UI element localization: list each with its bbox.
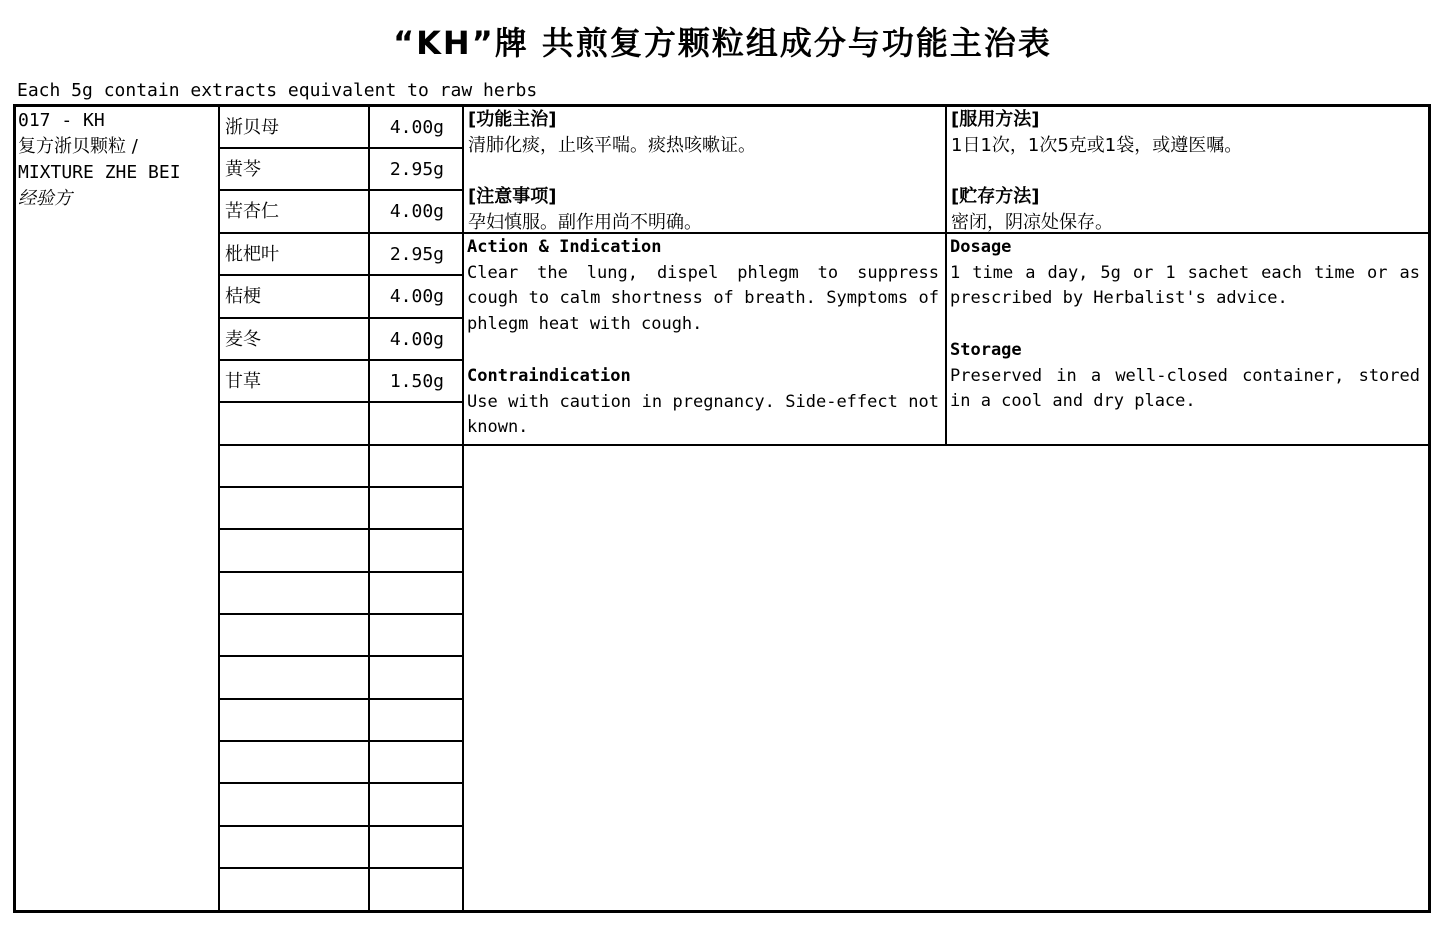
herb-quantity: 4.00g bbox=[389, 117, 444, 138]
herb-name: 黄芩 bbox=[225, 159, 261, 180]
column-divider bbox=[368, 106, 370, 911]
en-dosage-block bbox=[950, 235, 1420, 312]
row-divider bbox=[219, 782, 463, 784]
en-contra-heading: Contraindication bbox=[467, 366, 631, 386]
row-divider bbox=[219, 740, 463, 742]
herb-quantity: 1.50g bbox=[389, 371, 444, 392]
row-divider bbox=[219, 444, 463, 446]
herb-name: 浙贝母 bbox=[225, 117, 279, 138]
herb-quantity: 4.00g bbox=[389, 286, 444, 307]
herb-name: 苦杏仁 bbox=[225, 201, 279, 222]
zh-dosage-block bbox=[951, 107, 1421, 159]
product-code: 017 - KH bbox=[18, 110, 105, 131]
row-divider bbox=[219, 825, 463, 827]
zh-dosage-text: 1日1次，1次5克或1袋，或遵医嘱。 bbox=[951, 135, 1243, 156]
en-storage-text: Preserved in a well-closed container, stored in a cool and dry place. bbox=[950, 365, 1420, 411]
en-storage-block bbox=[950, 338, 1420, 415]
en-contra-text: Use with caution in pregnancy. Side-effect not known. bbox=[467, 391, 939, 437]
row-divider bbox=[219, 613, 463, 615]
subtitle: Each 5g contain extracts equivalent to raw herbs bbox=[17, 80, 538, 101]
en-action-text: Clear the lung, dispel phlegm to suppress cough to calm shortness of breath. Symptoms of phlegm heat with cough. bbox=[467, 262, 939, 334]
zh-caution-block bbox=[468, 184, 940, 236]
herb-quantity: 2.95g bbox=[389, 244, 444, 265]
herb-quantity: 4.00g bbox=[389, 201, 444, 222]
zh-dosage-heading: [服用方法] bbox=[951, 109, 1040, 130]
zh-action-text: 清肺化痰，止咳平喘。痰热咳嗽证。 bbox=[468, 135, 756, 156]
row-divider bbox=[219, 655, 463, 657]
zh-storage-heading: [贮存方法] bbox=[951, 186, 1040, 207]
en-action-heading: Action & Indication bbox=[467, 237, 662, 257]
zh-caution-heading: [注意事项] bbox=[468, 186, 557, 207]
column-divider bbox=[462, 106, 464, 911]
zh-caution-text: 孕妇慎服。副作用尚不明确。 bbox=[468, 212, 702, 233]
en-contra-block bbox=[467, 364, 939, 441]
product-source: 经验方 bbox=[18, 188, 72, 209]
herb-name: 甘草 bbox=[225, 371, 261, 392]
info-divider bbox=[463, 444, 1429, 446]
row-divider bbox=[219, 486, 463, 488]
zh-storage-block bbox=[951, 184, 1421, 236]
en-dosage-heading: Dosage bbox=[950, 237, 1012, 257]
en-action-block bbox=[467, 235, 939, 337]
row-divider bbox=[219, 528, 463, 530]
herb-name: 桔梗 bbox=[225, 286, 261, 307]
row-divider bbox=[219, 867, 463, 869]
herb-name: 枇杷叶 bbox=[225, 244, 279, 265]
zh-action-block bbox=[468, 107, 940, 159]
product-name-en: MIXTURE ZHE BEI bbox=[18, 162, 181, 183]
page-title: “KH”牌 共煎复方颗粒组成分与功能主治表 bbox=[393, 24, 1052, 62]
product-name-zh: 复方浙贝颗粒 / bbox=[18, 136, 138, 157]
zh-action-heading: [功能主治] bbox=[468, 109, 557, 130]
herb-quantity: 2.95g bbox=[389, 159, 444, 180]
en-storage-heading: Storage bbox=[950, 340, 1022, 360]
herb-quantity: 4.00g bbox=[389, 329, 444, 350]
herb-name: 麦冬 bbox=[225, 329, 261, 350]
zh-storage-text: 密闭，阴凉处保存。 bbox=[951, 212, 1113, 233]
row-divider bbox=[219, 698, 463, 700]
en-dosage-text: 1 time a day, 5g or 1 sachet each time or as prescribed by Herbalist's advice. bbox=[950, 262, 1420, 308]
product-info bbox=[18, 108, 216, 212]
column-divider bbox=[218, 106, 220, 911]
column-divider bbox=[945, 106, 947, 446]
row-divider bbox=[219, 571, 463, 573]
